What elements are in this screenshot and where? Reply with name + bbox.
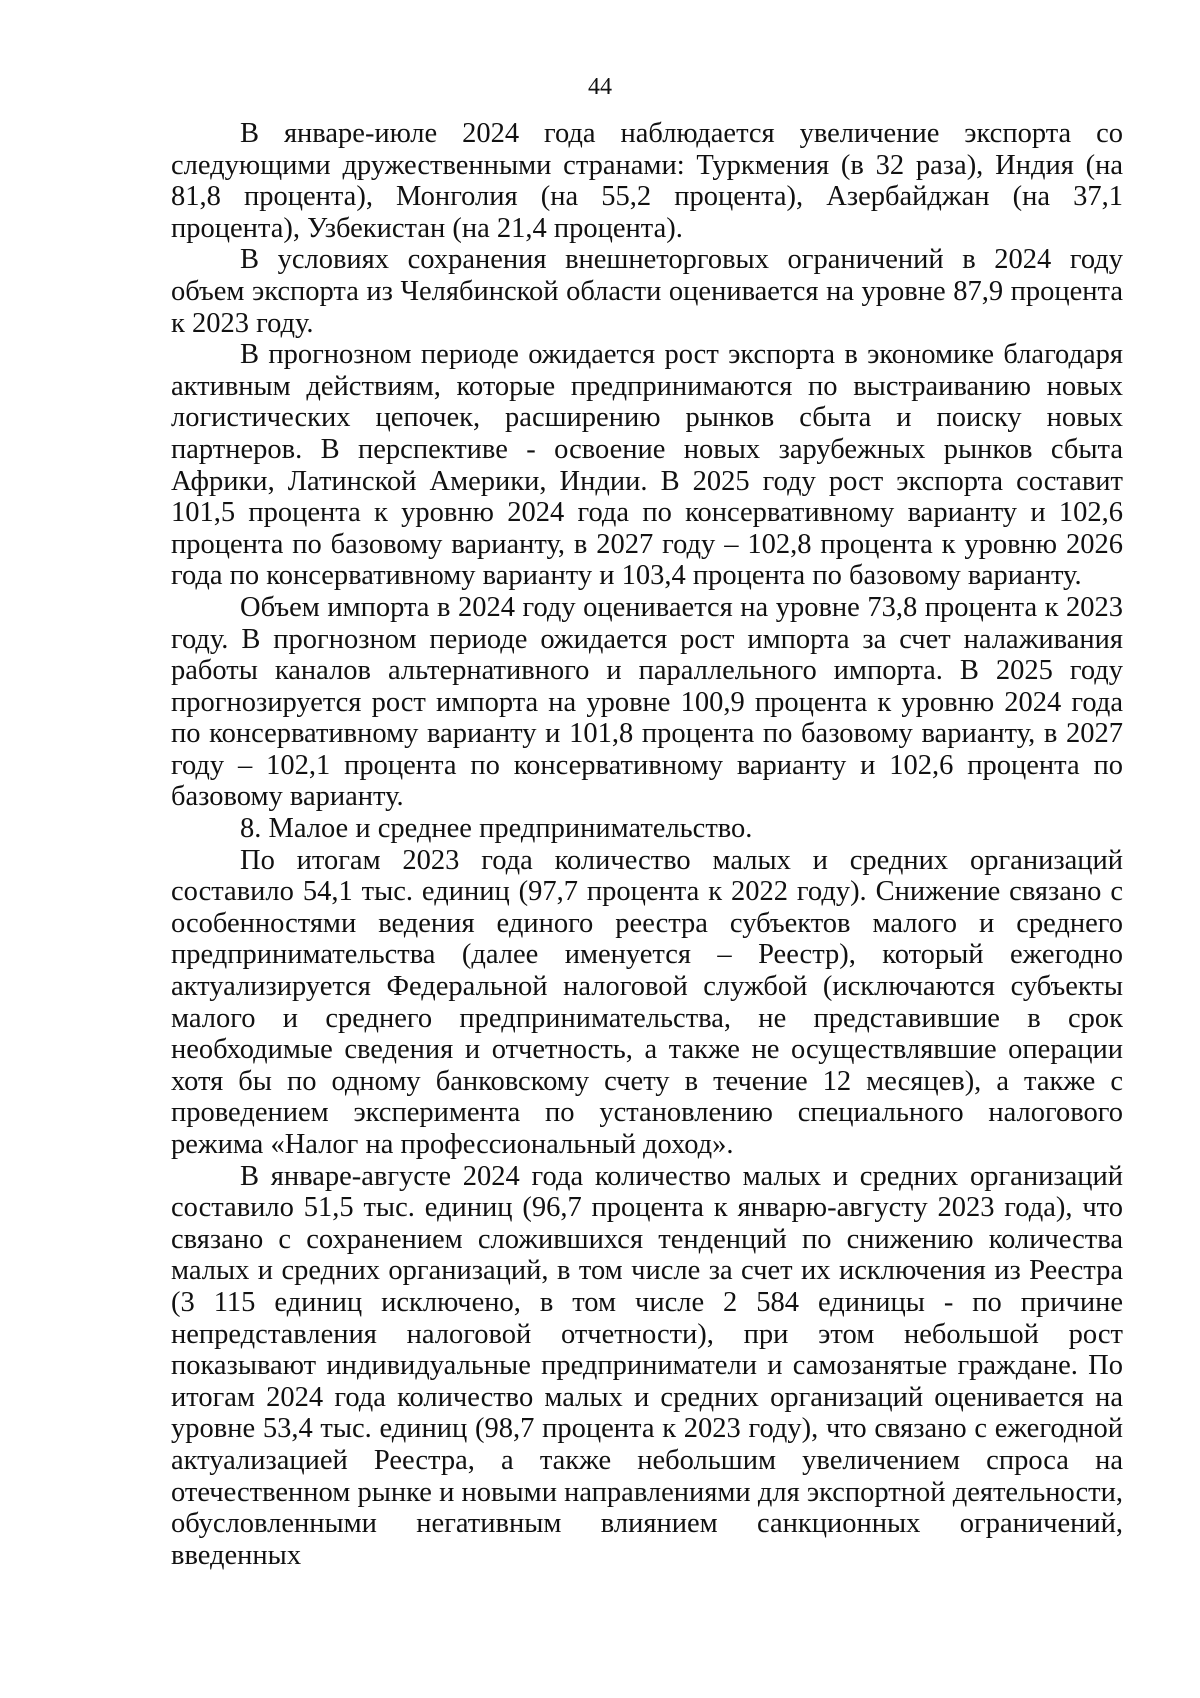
page-number: 44 <box>588 74 612 100</box>
document-body <box>171 118 1123 1571</box>
paragraph-export-volume-2024: В условиях сохранения внешнеторговых ограничений в 2024 году объем экспорта из Челябинской области оценивается на уровне 87,9 процента к 2023 году. <box>171 244 1123 339</box>
paragraph-export-forecast: В прогнозном периоде ожидается рост экспорта в экономике благодаря активным действиям, которые предпринимаются по выстраиванию новых логистических цепочек, расширению рынков сбыта и поиску новых партнеров. В перспективе - освоение новых зарубежных рынков сбыта Африки, Латинской Америки, Индии. В 2025 году рост экспорта составит 101,5 процента к уровню 2024 года по консервативному варианту и 102,6 процента по базовому варианту, в 2027 году – 102,8 процента к уровню 2026 года по консервативному варианту и 103,4 процента по базовому варианту. <box>171 339 1123 592</box>
section-heading-small-medium-business: 8. Малое и среднее предпринимательство. <box>240 813 753 845</box>
paragraph-sme-2023-results: По итогам 2023 года количество малых и средних организаций составило 54,1 тыс. единиц (97,7 процента к 2022 году). Снижение связано с особенностями ведения единого реестра субъектов малого и среднего предпринимательства (далее именуется – Реестр), который ежегодно актуализируется Федеральной налоговой службой (исключаются субъекты малого и среднего предпринимательства, не представившие в срок необходимые сведения и отчетность, а также не осуществлявшие операции хотя бы по одному банковскому счету в течение 12 месяцев), а также с проведением эксперимента по установлению специального налогового режима «Налог на профессиональный доход». <box>171 844 1123 1160</box>
paragraph-export-growth: В январе-июле 2024 года наблюдается увеличение экспорта со следующими дружественными странами: Туркмения (в 32 раза), Индия (на 81,8 процента), Монголия (на 55,2 процента), Азербайджан (на 37,1 процента), Узбекистан (на 21,4 процента). <box>171 118 1123 244</box>
paragraph-sme-2024-dynamics: В январе-августе 2024 года количество малых и средних организаций составило 51,5 тыс. единиц (96,7 процента к январю-августу 2023 года), что связано с сохранением сложившихся тенденций по снижению количества малых и средних организаций, в том числе за счет их исключения из Реестра (3 115 единиц исключено, в том числе 2 584 единицы - по причине непредставления налоговой отчетности), при этом небольшой рост показывают индивидуальные предприниматели и самозанятые граждане. По итогам 2024 года количество малых и средних организаций оценивается на уровне 53,4 тыс. единиц (98,7 процента к 2023 году), что связано с ежегодной актуализацией Реестра, а также небольшим увеличением спроса на отечественном рынке и новыми направлениями для экспортной деятельности, обусловленными негативным влиянием санкционных ограничений, введенных <box>171 1160 1123 1571</box>
paragraph-import-forecast: Объем импорта в 2024 году оценивается на уровне 73,8 процента к 2023 году. В прогнозном периоде ожидается рост импорта за счет налаживания работы каналов альтернативного и параллельного импорта. В 2025 году прогнозируется рост импорта на уровне 100,9 процента к уровню 2024 года по консервативному варианту и 101,8 процента по базовому варианту, в 2027 году – 102,1 процента по консервативному варианту и 102,6 процента по базовому варианту. <box>171 591 1123 813</box>
